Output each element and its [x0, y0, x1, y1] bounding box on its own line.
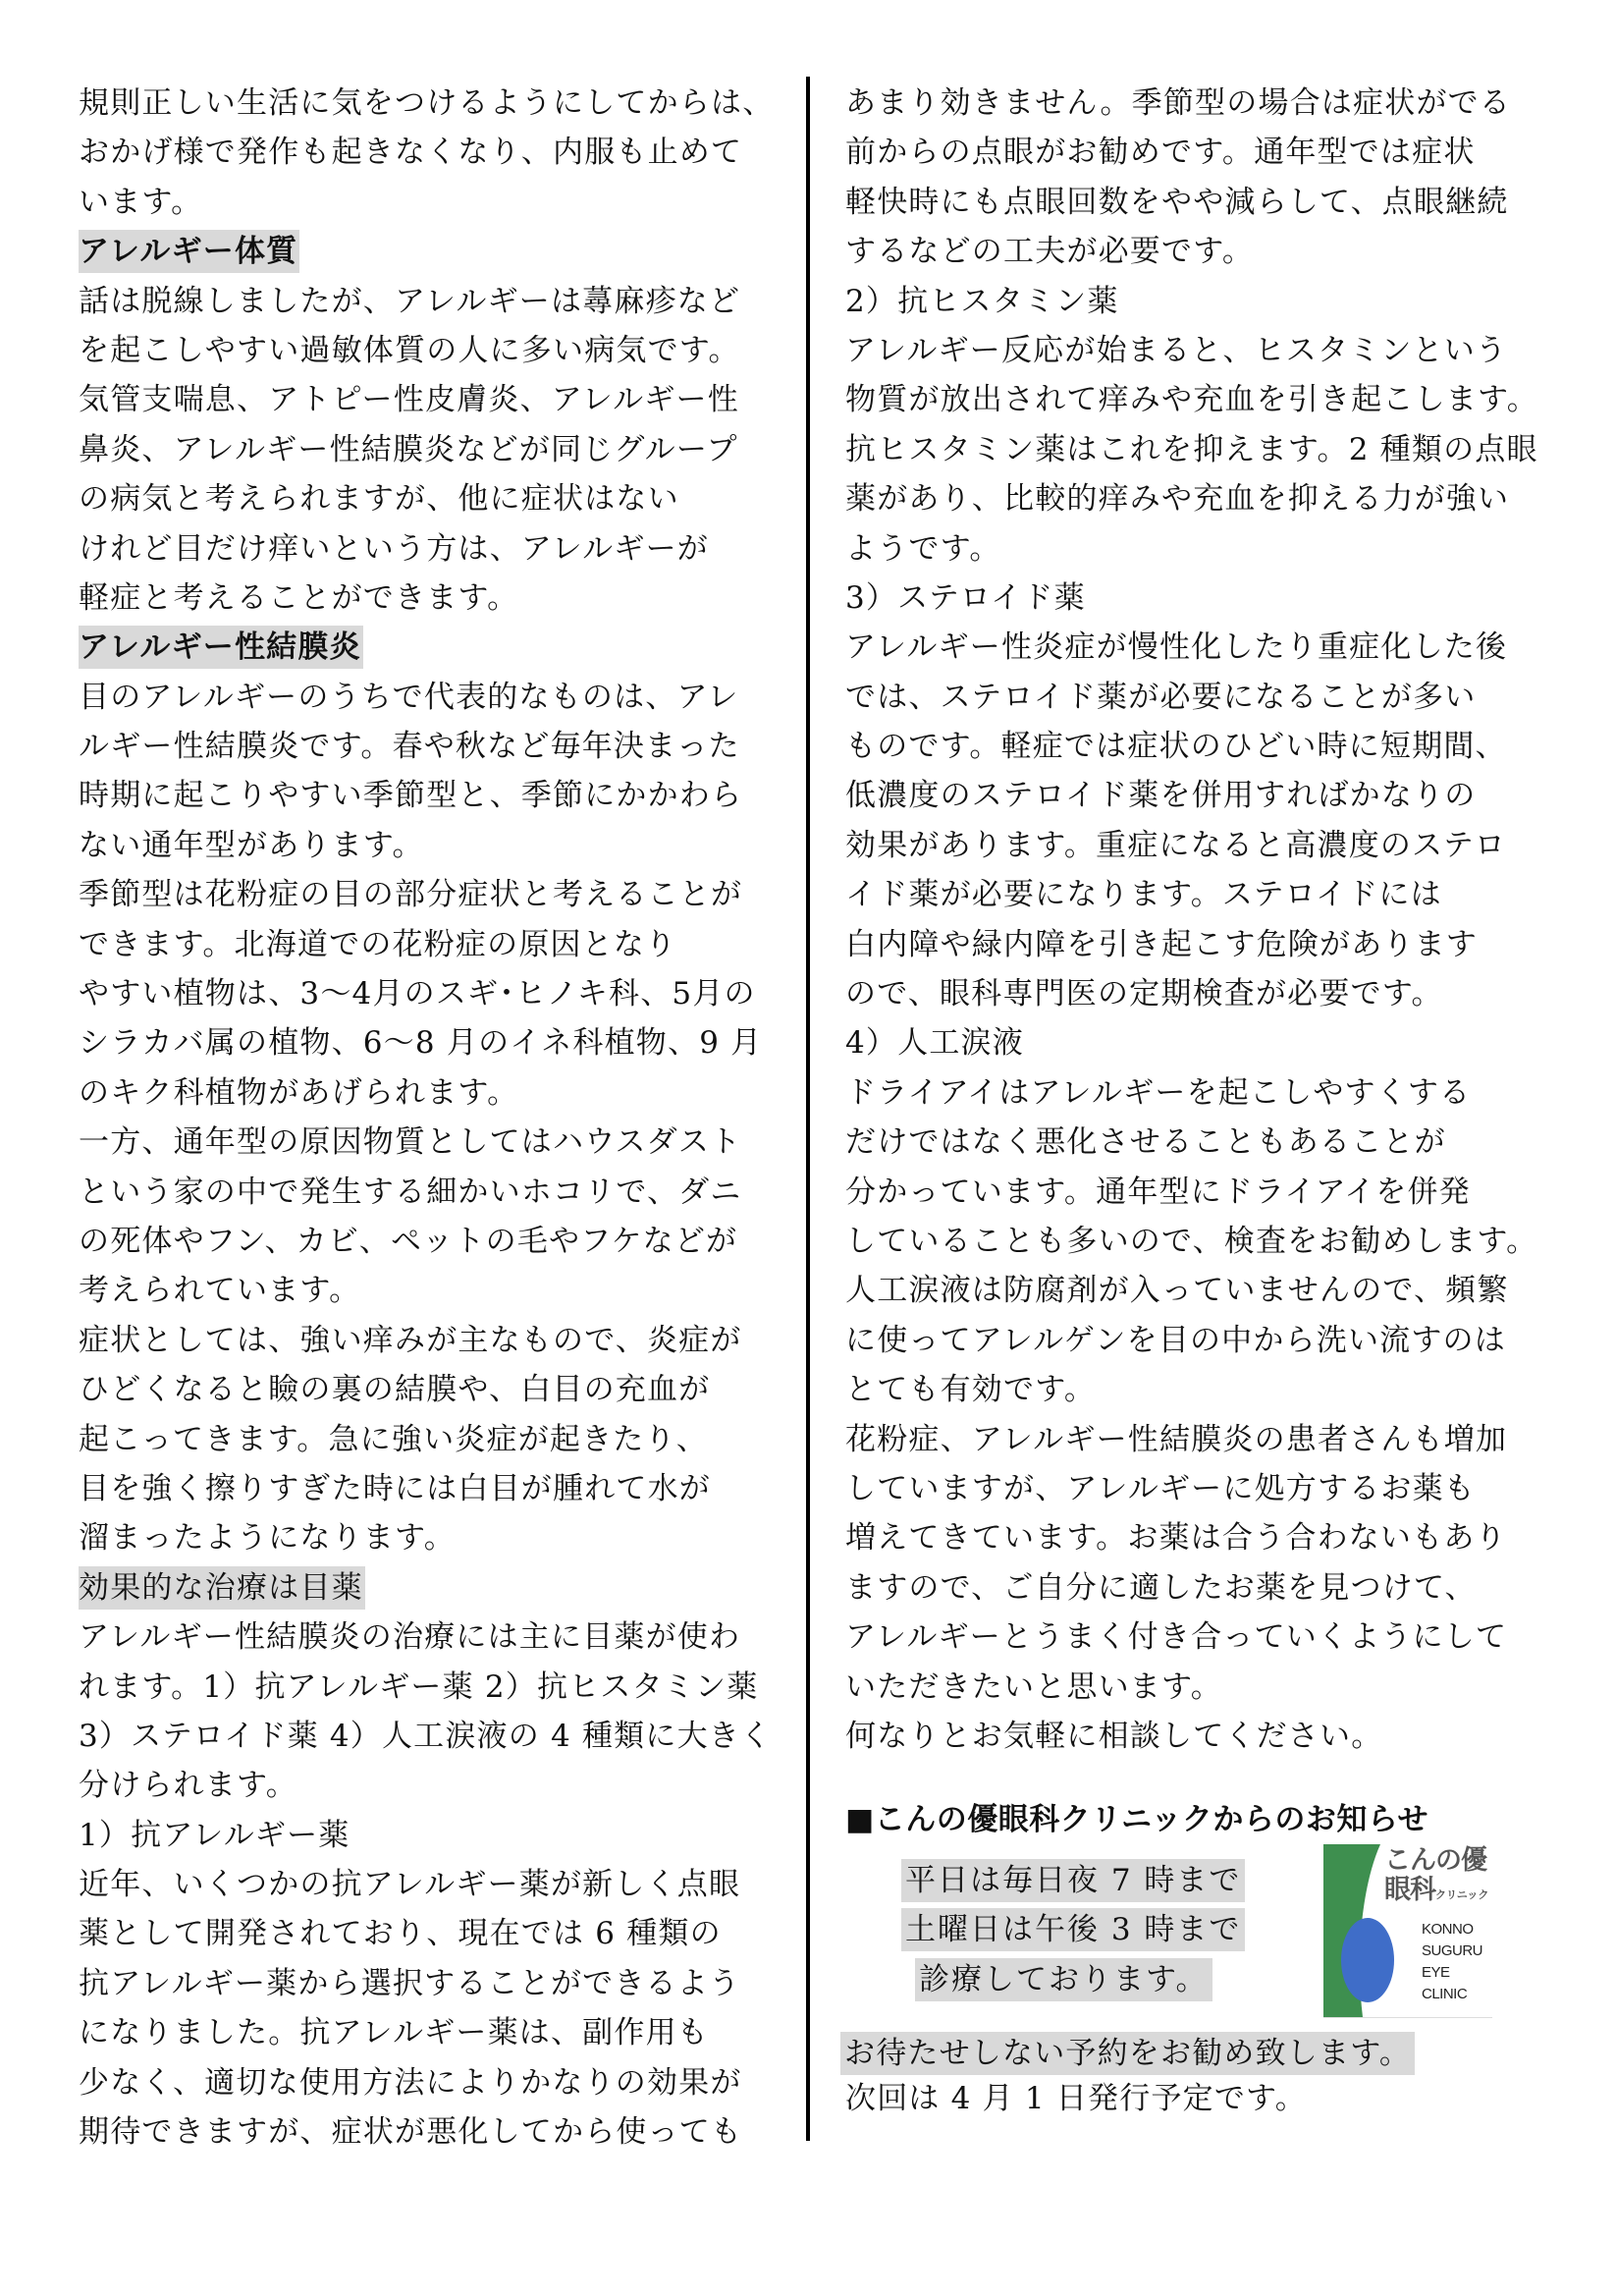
text-line: アレルギー性炎症が慢性化したり重症化した後: [845, 629, 1508, 666]
text-line: 近年、いくつかの抗アレルギー薬が新しく点眼: [79, 1867, 741, 1903]
text-line: ルギー性結膜炎です。春や秋など毎年決まった: [79, 729, 740, 765]
text-line: 症状としては、強い痒みが主なもので、炎症が: [79, 1322, 742, 1358]
text-line: ようです。: [845, 530, 1001, 567]
text-line: 抗アレルギー薬から選択することができるよう: [79, 1965, 741, 2001]
text-line: いただきたいと思います。: [845, 1668, 1222, 1705]
logo-name-en: [1422, 1919, 1482, 2005]
text-line: 話は脱線しましたが、アレルギーは蕁麻疹など: [79, 283, 741, 319]
text-line: 抗ヒスタミン薬はこれを抑えます。2 種類の点眼: [845, 431, 1538, 467]
text-line: おかげ様で発作も起きなくなり、内服も止めて: [79, 135, 743, 171]
text-line: ひどくなると瞼の裏の結膜や、白目の充血が: [79, 1372, 711, 1408]
text-line: になりました。抗アレルギー薬は、副作用も: [79, 2015, 709, 2051]
text-line: けれど目だけ痒いという方は、アレルギーが: [79, 530, 709, 567]
left-column: [79, 79, 795, 2157]
text-line: れます。1）抗アレルギー薬 2）抗ヒスタミン薬: [79, 1668, 759, 1705]
text-line: 物質が放出されて痒みや充血を引き起こします。: [845, 382, 1538, 418]
text-line: 鼻炎、アレルギー性結膜炎などが同じグループ: [79, 431, 738, 467]
text-line: ドライアイはアレルギーを起こしやすくする: [845, 1074, 1472, 1111]
text-line: という家の中で発生する細かいホコリで、ダニ: [79, 1174, 742, 1210]
text-line: 薬があり、比較的痒みや充血を抑える力が強い: [845, 481, 1510, 518]
reservation-note: [840, 2029, 1415, 2075]
text-line: するなどの工夫が必要です。: [845, 234, 1255, 270]
section-heading-text: アレルギー体質: [79, 230, 299, 273]
text-line: していますが、アレルギーに処方するお薬も: [845, 1470, 1476, 1506]
reservation-text: お待たせしない予約をお勧め致します。: [840, 2032, 1415, 2075]
text-line: 溜まったようになります。: [79, 1520, 456, 1557]
section-heading-text: 効果的な治療は目薬: [79, 1566, 365, 1610]
text-line: 軽症と考えることができます。: [79, 579, 519, 616]
text-line: 時期に起こりやすい季節型と、季節にかかわら: [79, 778, 743, 814]
clinic-notice: [845, 1795, 1572, 1844]
text-line: ものです。軽症では症状のひどい時に短期間、: [845, 729, 1507, 765]
section-heading: [79, 227, 795, 276]
notice-title: ■こんの優眼科クリニックからのお知らせ: [845, 1802, 1428, 1837]
text-line: 少なく、適切な使用方法によりかなりの効果が: [79, 2064, 742, 2101]
text-line: アレルギー性結膜炎の治療には主に目薬が使わ: [79, 1619, 741, 1656]
text-line: 気管支喘息、アトピー性皮膚炎、アレルギー性: [79, 382, 739, 418]
logo-name-jp-line1: こんの優: [1384, 1845, 1486, 1876]
text-line: ますので、ご自分に適したお薬を見つけて、: [845, 1569, 1477, 1606]
text-line: 4）人工涙液: [845, 1025, 1024, 1062]
text-line: 期待できますが、症状が悪化してから使っても: [79, 2114, 743, 2151]
text-line: だけではなく悪化させることもあることが: [845, 1124, 1446, 1161]
text-line: 目のアレルギーのうちで代表的なものは、アレ: [79, 679, 739, 715]
text-line: 白内障や緑内障を引き起こす危険があります: [845, 926, 1478, 962]
text-line: 3）ステロイド薬 4）人工涙液の 4 種類に大きく: [79, 1718, 773, 1754]
text-line: では、ステロイド薬が必要になることが多い: [845, 679, 1477, 715]
text-line: 分かっています。通年型にドライアイを併発: [845, 1174, 1471, 1210]
text-line: 3）ステロイド薬: [845, 579, 1086, 616]
right-column: [845, 79, 1567, 1761]
hours-saturday: 土曜日は午後 3 時まで: [901, 1908, 1245, 1951]
text-line: ない通年型があります。: [79, 827, 424, 863]
text-line: 2）抗ヒスタミン薬: [845, 283, 1119, 319]
text-line: アレルギー反応が始まると、ヒスタミンという: [845, 332, 1508, 368]
text-line: ので、眼科専門医の定期検査が必要です。: [845, 976, 1443, 1012]
section-heading: [79, 1563, 795, 1613]
text-line: 前からの点眼がお勧めです。通年型では症状: [845, 135, 1476, 171]
text-line: とても有効です。: [845, 1372, 1097, 1408]
text-line: 軽快時にも点眼回数をやや減らして、点眼継続: [845, 184, 1509, 220]
clinic-logo: [1323, 1844, 1492, 2018]
text-line: やすい植物は、3～4月のスギ･ヒノキ科、5月の: [79, 976, 756, 1012]
text-line: 低濃度のステロイド薬を併用すればかなりの: [845, 778, 1477, 814]
text-line: を起こしやすい過敏体質の人に多い病気です。: [79, 332, 740, 368]
logo-en-line: SUGURU: [1422, 1942, 1483, 1959]
hours-note: 診療しております。: [915, 1958, 1212, 2001]
text-line: 季節型は花粉症の目の部分症状と考えることが: [79, 877, 743, 913]
text-line: シラカバ属の植物、6～8 月のイネ科植物、9 月: [79, 1025, 763, 1062]
text-line: 薬として開発されており、現在では 6 種類の: [79, 1916, 722, 1952]
clinic-hours: [901, 1856, 1245, 2004]
text-line: 効果があります。重症になると高濃度のステロ: [845, 827, 1507, 863]
text-line: の死体やフン、カビ、ペットの毛やフケなどが: [79, 1223, 738, 1259]
logo-en-line: CLINIC: [1422, 1986, 1468, 2002]
text-line: 目を強く擦りすぎた時には白目が腫れて水が: [79, 1470, 711, 1506]
text-line: のキク科植物があげられます。: [79, 1074, 519, 1111]
text-line: していることも多いので、検査をお勧めします。: [845, 1223, 1538, 1259]
next-issue-note: 次回は 4 月 1 日発行予定です。: [845, 2081, 1307, 2116]
text-line: あまり効きません。季節型の場合は症状がでる: [845, 85, 1512, 121]
text-line: の病気と考えられますが、他に症状はない: [79, 481, 679, 518]
section-heading: [79, 623, 795, 672]
logo-en-line: EYE: [1422, 1964, 1450, 1981]
text-line: に使ってアレルゲンを目の中から洗い流すのは: [845, 1322, 1506, 1358]
text-line: 花粉症、アレルギー性結膜炎の患者さんも増加: [845, 1421, 1508, 1457]
section-heading-text: アレルギー性結膜炎: [79, 626, 363, 669]
logo-ganka: 眼科: [1384, 1875, 1435, 1905]
text-line: アレルギーとうまく付き合っていくようにして: [845, 1619, 1508, 1656]
text-line: います。: [79, 184, 203, 220]
text-line: 何なりとお気軽に相談してください。: [845, 1718, 1383, 1754]
text-line: 規則正しい生活に気をつけるようにしてからは、: [79, 85, 775, 121]
logo-clinic-suffix: クリニック: [1435, 1888, 1489, 1901]
text-line: 人工涙液は防腐剤が入っていませんので、頻繁: [845, 1273, 1509, 1309]
logo-en-line: KONNO: [1422, 1921, 1474, 1938]
text-line: 1）抗アレルギー薬: [79, 1817, 350, 1853]
text-line: イド薬が必要になります。ステロイドには: [845, 877, 1442, 913]
text-line: 一方、通年型の原因物質としてはハウスダスト: [79, 1124, 742, 1161]
column-divider: [806, 77, 810, 2141]
hours-weekday: 平日は毎日夜 7 時まで: [901, 1859, 1245, 1902]
text-line: 起こってきます。急に強い炎症が起きたり、: [79, 1421, 708, 1457]
text-line: 考えられています。: [79, 1273, 361, 1309]
text-line: できます。北海道での花粉症の原因となり: [79, 926, 677, 962]
text-line: 増えてきています。お薬は合う合わないもあり: [845, 1520, 1507, 1557]
logo-name-jp-line2: [1384, 1876, 1488, 1910]
text-line: 分けられます。: [79, 1768, 297, 1804]
